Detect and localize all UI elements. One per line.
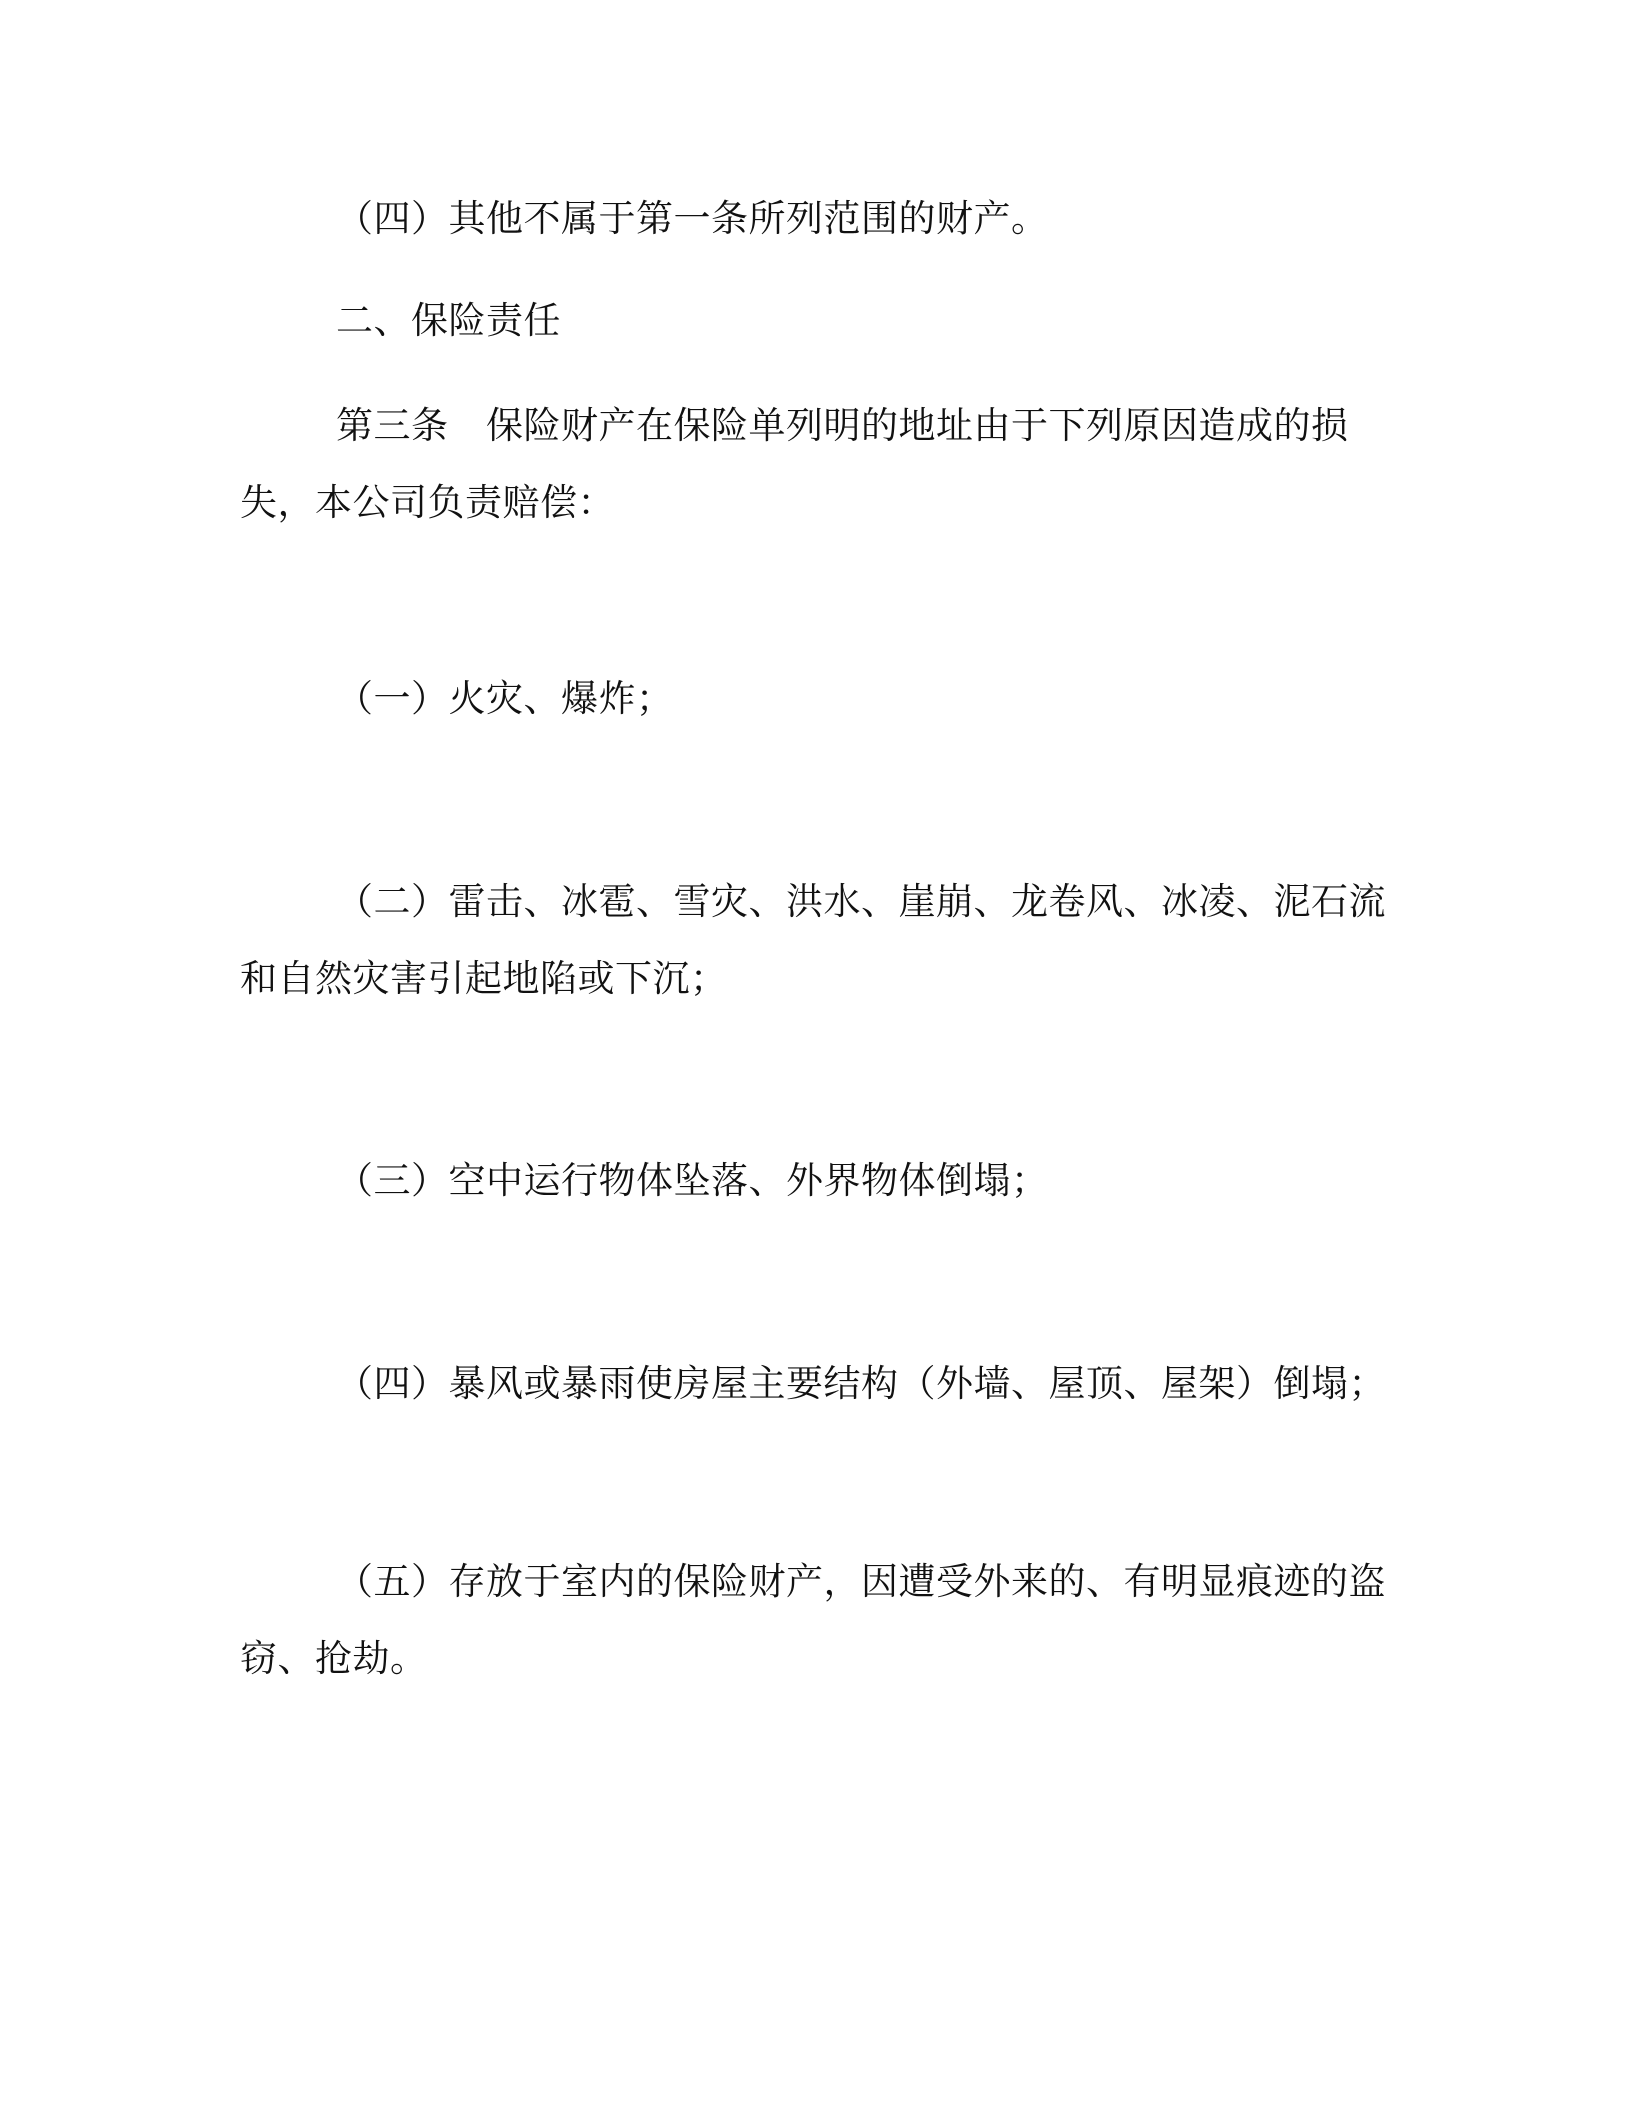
clause-2-natural-disasters: （二）雷击、冰雹、雪灾、洪水、崖崩、龙卷风、冰凌、泥石流和自然灾害引起地陷或下沉； xyxy=(240,880,1386,1000)
paragraph-item-4-other-property: （四）其他不属于第一条所列范围的财产。 xyxy=(336,197,1049,240)
clause-1-fire-explosion: （一）火灾、爆炸； xyxy=(336,677,674,720)
clause-3-falling-objects: （三）空中运行物体坠落、外界物体倒塌； xyxy=(336,1159,1049,1202)
clause-5-theft-robbery: （五）存放于室内的保险财产，因遭受外来的、有明显痕迹的盗窃、抢劫。 xyxy=(240,1560,1386,1680)
section-heading-insurance-liability: 二、保险责任 xyxy=(336,299,561,342)
clause-4-storm-collapse: （四）暴风或暴雨使房屋主要结构（外墙、屋顶、屋架）倒塌； xyxy=(336,1362,1386,1405)
article-3-paragraph: 第三条 保险财产在保险单列明的地址由于下列原因造成的损失，本公司负责赔偿： xyxy=(240,404,1349,524)
